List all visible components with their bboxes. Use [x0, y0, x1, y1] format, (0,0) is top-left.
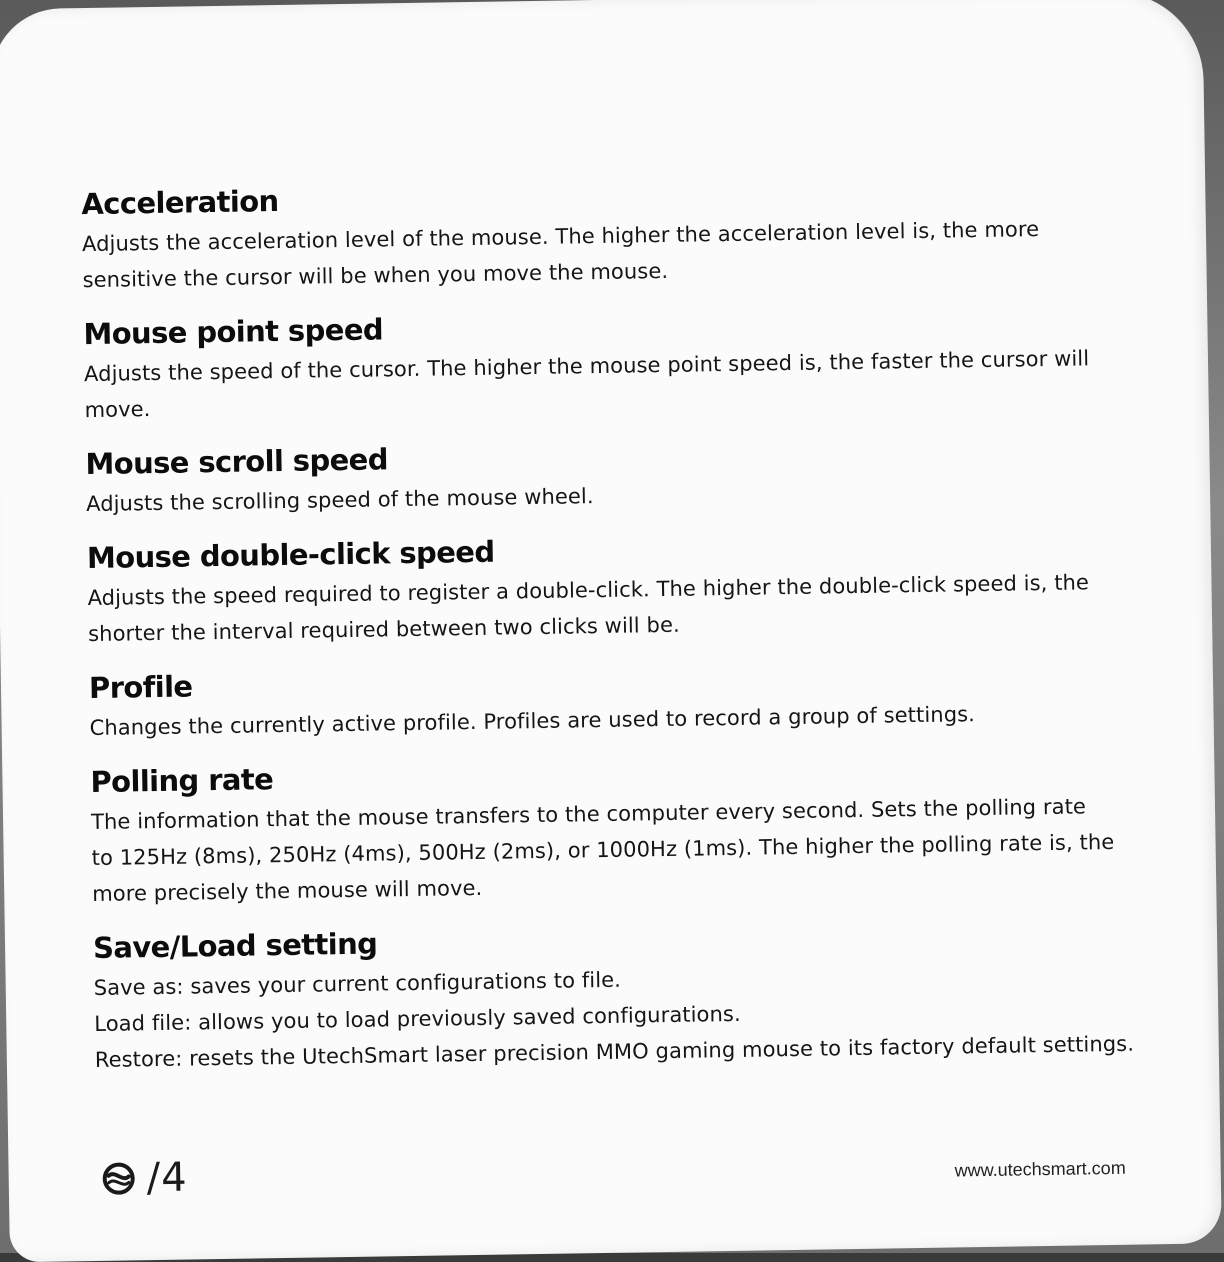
section-heading: Mouse double-click speed — [86, 534, 495, 576]
section-line: Adjusts the scrolling speed of the mouse wheel. — [85, 484, 594, 517]
section-heading: Profile — [88, 669, 193, 706]
section-polling-rate — [90, 747, 1152, 912]
section-line: Changes the currently active profile. Profiles are used to record a group of settings. — [89, 702, 976, 741]
section-line: more precisely the mouse will move. — [92, 875, 483, 907]
section-line: Adjusts the speed required to register a double-click. The higher the double-click speed is, the — [87, 570, 1090, 611]
manual-content — [81, 169, 1155, 1096]
page-number: /4 — [146, 1154, 189, 1202]
section-heading: Acceleration — [81, 183, 279, 222]
section-save-load-setting — [93, 913, 1155, 1078]
website-url: www.utechsmart.com — [954, 1157, 1126, 1181]
section-heading: Polling rate — [90, 762, 274, 800]
section-mouse-scroll-speed — [85, 429, 1146, 522]
utechsmart-logo-icon — [100, 1160, 137, 1197]
section-line: shorter the interval required between two clicks will be. — [87, 612, 680, 647]
section-heading: Save/Load setting — [92, 926, 378, 966]
section-heading: Mouse point speed — [83, 312, 384, 352]
section-line: Save as: saves your current configurations to file. — [93, 967, 622, 1000]
section-line: Adjusts the acceleration level of the mouse. The higher the acceleration level is, the more — [81, 217, 1040, 257]
section-heading: Mouse scroll speed — [85, 442, 389, 482]
section-line: sensitive the cursor will be when you move the mouse. — [82, 258, 669, 293]
section-line: Adjusts the speed of the cursor. The higher the mouse point speed is, the faster the cursor will — [83, 346, 1090, 387]
section-line: move. — [84, 397, 151, 423]
section-line: to 125Hz (8ms), 250Hz (4ms), 500Hz (2ms), or 1000Hz (1ms). The higher the polling rate is, the — [91, 829, 1115, 871]
section-line: The information that the mouse transfers to the computer every second. Sets the polling rate — [90, 794, 1087, 835]
section-mouse-point-speed — [83, 299, 1145, 428]
section-mouse-double-click-speed — [87, 523, 1149, 652]
section-line: Restore: resets the UtechSmart laser precision MMO gaming mouse to its factory default settings. — [94, 1031, 1135, 1072]
section-profile — [89, 653, 1150, 746]
section-line: Load file: allows you to load previously saved configurations. — [94, 1001, 741, 1036]
section-acceleration — [81, 169, 1143, 298]
page-number-block — [100, 1155, 188, 1202]
